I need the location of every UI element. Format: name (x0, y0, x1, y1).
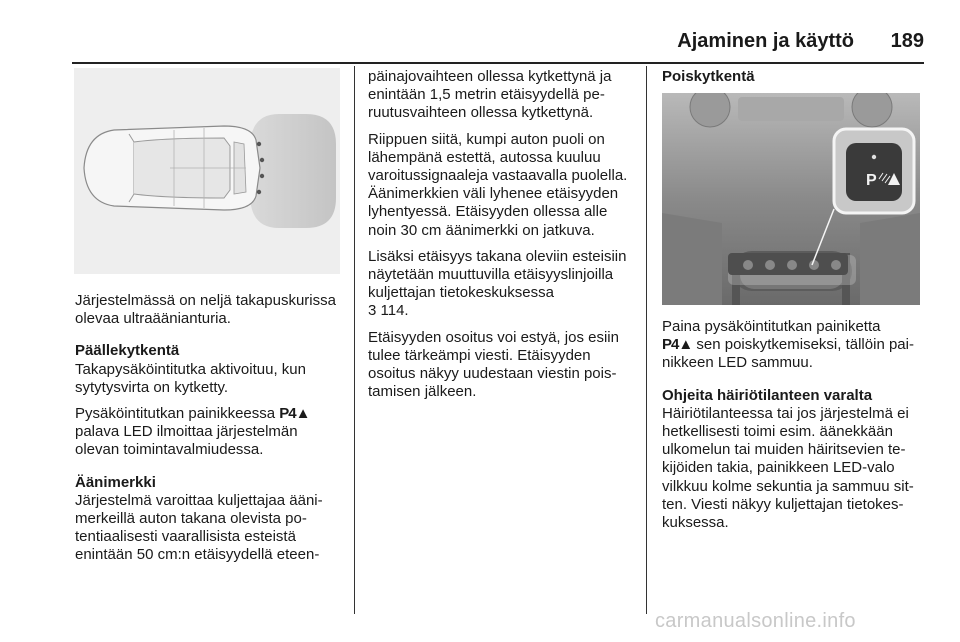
col2-paragraph-3-text: Lisäksi etäisyys takana oleviin esteisiin näytetään muuttuvilla etäisyyslinjoilla kuljettajan tietokeskuksessa (368, 247, 627, 302)
col1-paragraph-3-rest: palava LED ilmoittaa järjestelmän olevan toimintavalmiudessa. (75, 423, 298, 459)
column-3-heading (662, 68, 924, 86)
col1-heading-switch-on: Päällekytkentä (75, 342, 180, 360)
col3-paragraph-1-rest: sen poiskytkemiseksi, tällöin painikkeen LED sammuu. (662, 336, 914, 372)
col1-heading-sound: Äänimerkki (75, 473, 156, 491)
column-divider-1 (354, 66, 355, 614)
car-sensor-illustration (74, 68, 340, 274)
col1-paragraph-4: Järjestelmä varoittaa kuljettajaa äänimerkeillä auton takana olevista potentiaalisesti vaarallisista esteistä enintään 50 cm:n etäisyydellä eteen- (75, 491, 323, 564)
park-assist-button-label: P (866, 172, 877, 189)
col1-paragraph-1: Järjestelmässä on neljä takapuskurissa olevaa ultraäänianturia. (75, 292, 336, 328)
col3-heading-switch-off: Poiskytkentä (662, 68, 755, 85)
watermark: carmanualsonline.info (655, 610, 856, 632)
page-reference: 3 114. (368, 302, 409, 320)
column-3 (662, 318, 924, 540)
col1-paragraph-2: Takapysäköintitutka aktivoituu, kun sytytysvirta on kytketty. (75, 360, 306, 396)
col2-paragraph-2: Riippuen siitä, kumpi auton puoli on lähempänä estettä, autossa kuuluu varoitussignaaleja vastaavalla puolella. Äänimerkkien väli lyhenee etäisyyden lyhentyessä. Etäisyyden ollessa alle noin 30 cm äänimerkki on jatkuva. (368, 130, 628, 239)
col1-paragraph-3 (75, 405, 343, 460)
col3-paragraph-2: Häiriötilanteessa tai jos järjestelmä ei hetkellisesti toimi esim. äänekkään ulkomelun tai muiden häiritsevien tekijöiden takia, painikkeen LED-valo vilkkuu kolme sekuntia ja sammuu sitten. Viesti näkyy kuljettajan tietokeskuksessa. (662, 404, 914, 532)
page-header-title: Ajaminen ja käyttö (677, 30, 854, 52)
column-2 (368, 68, 636, 409)
col3-paragraph-1 (662, 318, 924, 373)
column-1 (75, 292, 343, 573)
col2-paragraph-3 (368, 248, 636, 321)
column-divider-2 (646, 66, 647, 614)
col3-paragraph-1-text: Paina pysäköintitutkan painiketta (662, 318, 881, 335)
park-assist-icon: P4▲ (279, 405, 310, 423)
park-assist-icon: P4▲ (662, 336, 693, 354)
header-rule (72, 62, 924, 64)
col2-paragraph-4: Etäisyyden osoitus voi estyä, jos esiin tulee tärkeämpi viesti. Etäisyyden osoitus näkyy uudestaan viestin poistamisen jälkeen. (368, 328, 619, 401)
col2-paragraph-1: päinajovaihteen ollessa kytkettynä ja enintään 1,5 metrin etäisyydellä peruutusvaihteen ollessa kytkettynä. (368, 68, 612, 122)
console-button-photo (662, 93, 920, 305)
col3-heading-fault: Ohjeita häiriötilanteen varalta (662, 386, 873, 404)
page-number: 189 (890, 30, 924, 52)
col1-paragraph-3-text: Pysäköintitutkan painikkeessa (75, 405, 276, 423)
